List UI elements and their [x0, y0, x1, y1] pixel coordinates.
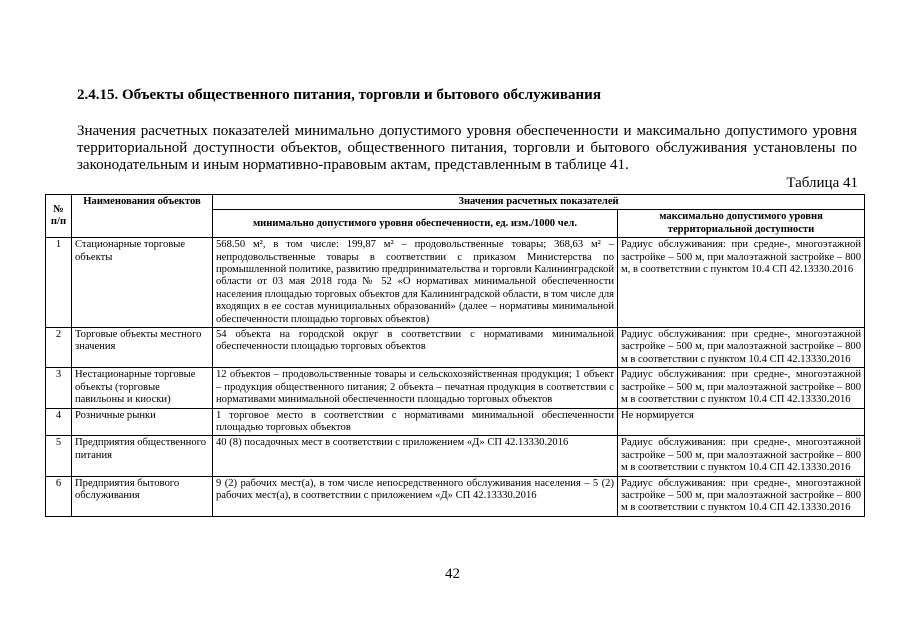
table-row: [46, 238, 865, 328]
row-max-access: Радиус обслуживания: при средне-, многоэтажной застройке – 500 м, при малоэтажной застройке – 800 м в соответствии с пунктом 10.4 СП 42.13330.2016: [618, 436, 865, 476]
header-min-level: минимально допустимого уровня обеспеченности, ед. изм./1000 чел.: [213, 210, 618, 238]
row-min-level: 1 торговое место в соответствии с нормативами минимальной обеспеченности площадью торговых объектов: [213, 408, 618, 436]
row-max-access: Радиус обслуживания: при средне-, многоэтажной застройке – 500 м, при малоэтажной застройке – 800 м, в соответствии с пунктом 10.4 СП 42.13330.2016: [618, 238, 865, 328]
row-name: Торговые объекты местного значения: [72, 328, 213, 368]
intro-paragraph: [77, 123, 857, 174]
row-name: Предприятия общественного питания: [72, 436, 213, 476]
table-row: [46, 476, 865, 516]
row-max-access: Радиус обслуживания: при средне-, многоэтажной застройке – 500 м, при малоэтажной застройке – 800 м в соответствии с пунктом 10.4 СП 42.13330.2016: [618, 368, 865, 408]
row-num: 5: [46, 436, 72, 476]
intro-text: Значения расчетных показателей минимально допустимого уровня обеспеченности и максимально допустимого уровня территориальной доступности объектов, общественного питания, торговли и бытового обслуживания установлены по законодательным и иным нормативно-правовым актам, представленным в таблице 41.: [77, 123, 857, 173]
header-name: Наименования объектов: [72, 195, 213, 238]
section-title: 2.4.15. Объекты общественного питания, торговли и бытового обслуживания: [77, 87, 601, 103]
header-values-group: Значения расчетных показателей: [213, 195, 865, 210]
page-number: 42: [445, 566, 460, 582]
row-num: 2: [46, 328, 72, 368]
row-name: Розничные рынки: [72, 408, 213, 436]
table-header-row: [46, 195, 865, 210]
table-row: [46, 368, 865, 408]
standards-table: [45, 194, 865, 517]
header-max-access: максимально допустимого уровня территориальной доступности: [618, 210, 865, 238]
row-name: Нестационарные торговые объекты (торговые павильоны и киоски): [72, 368, 213, 408]
row-min-level: 54 объекта на городской округ в соответствии с нормативами минимальной обеспеченности площадью торговых объектов: [213, 328, 618, 368]
row-num: 6: [46, 476, 72, 516]
row-max-access: Не нормируется: [618, 408, 865, 436]
table-row: [46, 408, 865, 436]
table-row: [46, 436, 865, 476]
row-min-level: 9 (2) рабочих мест(а), в том числе непосредственного обслуживания населения – 5 (2) рабочих мест(а), в соответствии с приложением «Д» СП 42.13330.2016: [213, 476, 618, 516]
row-max-access: Радиус обслуживания: при средне-, многоэтажной застройке – 500 м, при малоэтажной застройке – 800 м в соответствии с пунктом 10.4 СП 42.13330.2016: [618, 328, 865, 368]
row-max-access: Радиус обслуживания: при средне-, многоэтажной застройке – 500 м, при малоэтажной застройке – 800 м в соответствии с пунктом 10.4 СП 42.13330.2016: [618, 476, 865, 516]
row-min-level: 568.50 м², в том числе: 199,87 м² – продовольственные товары; 368,63 м² – непродовольственные товары в соответствии с приказом Министерства по промышленной политике, развитию предпринимательства и торговли Калининградской области от 03 мая 2018 года № 52 «О нормативах минимальной обеспеченности населения площадью торговых объектов для Калининградской области, в том числе для входящих в ее состав муниципальных образований» (далее – нормативы минимальной обеспеченности площадью торговых объектов): [213, 238, 618, 328]
row-num: 1: [46, 238, 72, 328]
row-num: 3: [46, 368, 72, 408]
row-num: 4: [46, 408, 72, 436]
table-body: [46, 238, 865, 517]
row-name: Предприятия бытового обслуживания: [72, 476, 213, 516]
row-min-level: 40 (8) посадочных мест в соответствии с приложением «Д» СП 42.13330.2016: [213, 436, 618, 476]
header-num: № п/п: [46, 195, 72, 238]
table-row: [46, 328, 865, 368]
row-name: Стационарные торговые объекты: [72, 238, 213, 328]
table-caption: Таблица 41: [786, 175, 858, 191]
row-min-level: 12 объектов – продовольственные товары и сельскохозяйственная продукция; 1 объект – продукция общественного питания; 2 объекта – печатная продукция в соответствии с нормативами минимальной обеспеченности площадью торговых объектов: [213, 368, 618, 408]
